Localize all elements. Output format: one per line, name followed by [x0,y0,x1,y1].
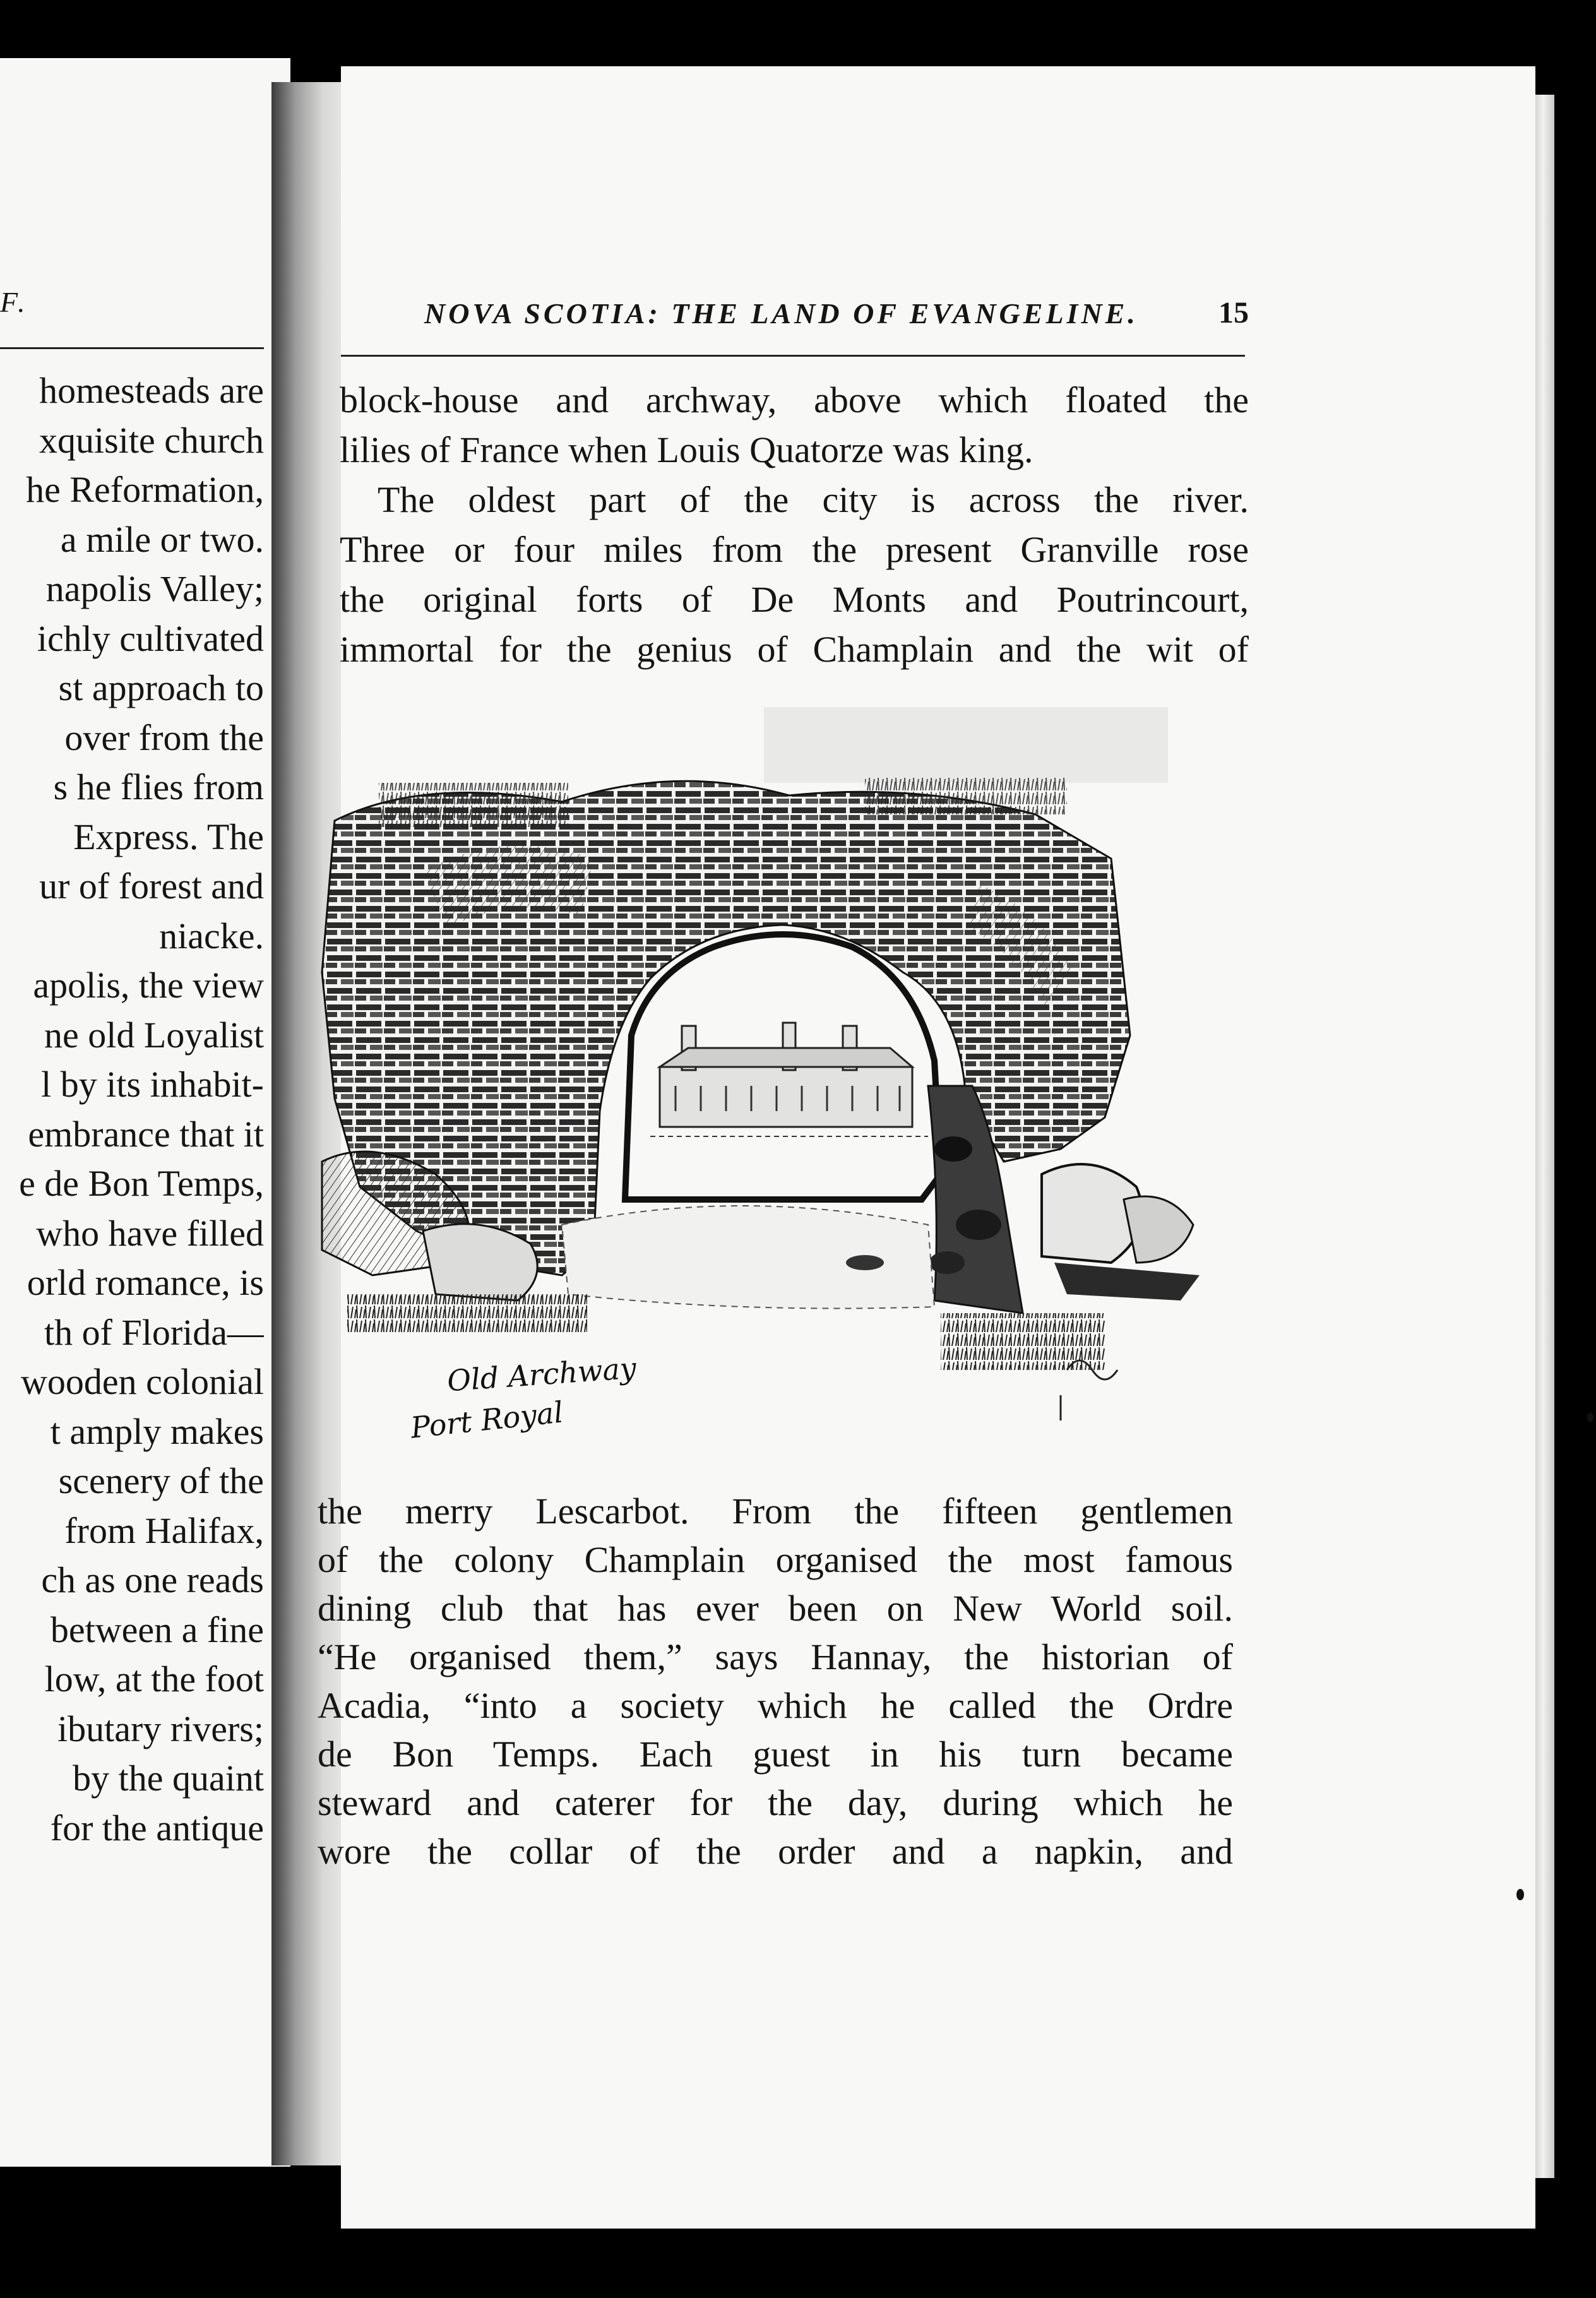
left-text-line [0,1407,264,1457]
left-text-line [0,1357,264,1407]
left-text-line-content: napolis Valley; [45,568,264,609]
left-header-rule [0,347,264,349]
left-text-line-content: from Halifax, [64,1509,264,1551]
left-text-line [0,1804,264,1854]
left-text-line-content: st approach to [58,667,264,708]
left-text-line-content: th of Florida— [44,1311,264,1353]
text-line: Three or four miles from the present Granville rose [340,529,1249,570]
left-text-line-content: who have filled [36,1212,264,1254]
left-text-line [0,1605,264,1655]
left-text-line-content: ichly cultivated [37,617,264,659]
left-text-line-content: embrance that it [28,1113,264,1155]
left-text-line [0,515,264,565]
left-text-line-content: scenery of the [58,1460,264,1501]
text-line: block-house and archway, above which floated the [340,379,1249,420]
running-head: NOVA SCOTIA: THE LAND OF EVANGELINE. [424,297,1138,330]
left-text-line-content: by the quaint [73,1758,264,1799]
archway-illustration [297,707,1275,1471]
left-page [0,58,290,2167]
page-edges [1535,95,1554,2178]
text-line: dining club that has ever been on New World soil. [318,1588,1233,1629]
text-line: steward and caterer for the day, during which he [318,1782,1233,1823]
header-rule [341,355,1245,357]
paragraph-bottom [318,1487,1233,1876]
left-text-line [0,1456,264,1506]
left-text-line-content: over from the [64,717,264,758]
left-text-line-content: for the antique [50,1807,264,1849]
text-line: the original forts of De Monts and Poutrincourt, [340,579,1249,620]
left-text-line [0,416,264,466]
left-text-line-content: ibutary rivers; [57,1708,264,1749]
scan-speck [1516,1889,1524,1900]
text-line: Acadia, “into a society which he called the Ordre [318,1685,1233,1726]
left-text-line-content: niacke. [159,915,264,956]
left-text-line [0,1308,264,1358]
left-text-line-content: ne old Loyalist [44,1014,264,1056]
text-line: de Bon Temps. Each guest in his turn became [318,1734,1233,1775]
left-text-line-content: low, at the foot [44,1658,264,1700]
left-text-line [0,614,264,664]
left-text-line [0,1506,264,1556]
left-text-line [0,813,264,862]
left-text-line [0,713,264,763]
text-line: The oldest part of the city is across the river. [378,479,1249,520]
left-text-line [0,912,264,961]
left-text-line [0,1159,264,1209]
left-text-line [0,664,264,713]
left-text-line-content: between a fine [50,1609,264,1650]
left-text-line-content: e de Bon Temps, [19,1163,264,1204]
left-text-line [0,1754,264,1804]
left-text-line-content: wooden colonial [21,1361,264,1402]
left-text-line-content: orld romance, is [27,1262,264,1303]
left-text-line-content: ch as one reads [41,1559,264,1600]
text-line: wore the collar of the order and a napkin, and [318,1831,1233,1872]
text-line: of the colony Champlain organised the most famous [318,1539,1233,1580]
left-text-line [0,862,264,912]
left-text-line [0,564,264,614]
left-text-line-content: he Reformation, [26,469,264,510]
text-line: the merry Lescarbot. From the fifteen gentlemen [318,1491,1233,1532]
scan-speck [1587,1413,1593,1422]
left-text-line [0,1011,264,1061]
left-text-line-content: apolis, the view [33,965,264,1006]
paragraph-top [340,375,1249,674]
left-running-head-fragment: F. [0,286,29,318]
left-text-line-content: homesteads are [39,370,264,411]
text-line: “He organised them,” says Hannay, the historian of [318,1636,1233,1677]
left-text-line-content: ur of forest and [39,866,264,907]
left-text-line-content: a mile or two. [60,518,264,560]
text-line: immortal for the genius of Champlain and the wit of [340,629,1249,670]
left-text-line-content: xquisite church [39,419,264,461]
left-text-line [0,763,264,813]
left-text-line [0,366,264,416]
left-text-line-content: t amply makes [50,1410,264,1452]
left-text-line [0,1556,264,1605]
left-page-text [0,366,264,1853]
left-text-line-content: l by its inhabit- [41,1064,264,1105]
left-text-line [0,1655,264,1705]
illustration-caption-place: Port Royal [408,1395,565,1445]
page-number: 15 [1218,296,1249,330]
left-text-line-content: Express. The [73,816,264,857]
left-text-line [0,465,264,515]
left-text-line [0,1060,264,1110]
illustration-caption-title: Old Archway [446,1350,638,1398]
left-text-line [0,1258,264,1308]
left-text-line [0,1705,264,1754]
left-text-line [0,961,264,1011]
left-text-line [0,1209,264,1259]
left-text-line-content: s he flies from [53,766,264,807]
left-text-line [0,1110,264,1160]
text-line: lilies of France when Louis Quatorze was king. [340,429,1033,470]
